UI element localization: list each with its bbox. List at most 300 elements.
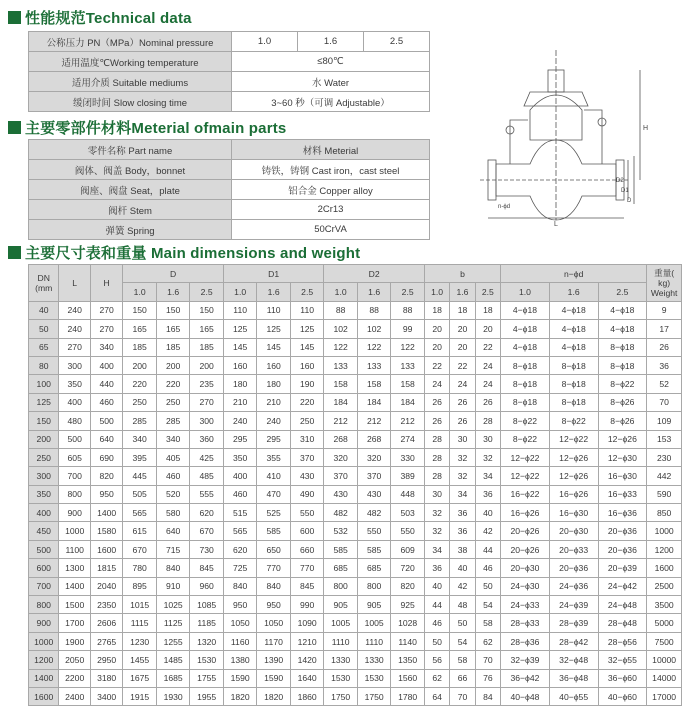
table-cell: 10000	[647, 651, 682, 669]
table-cell: 700	[29, 577, 59, 595]
materials-table	[28, 139, 430, 240]
table-cell: 370	[324, 467, 358, 485]
table-cell: 26	[424, 412, 449, 430]
table-cell: 8−ϕ22	[549, 412, 598, 430]
table-cell: 12−ϕ22	[501, 467, 550, 485]
table-cell: 850	[647, 504, 682, 522]
table-cell: 52	[647, 375, 682, 393]
table-cell: 235	[190, 375, 224, 393]
col-h-header: H	[90, 265, 122, 302]
table-cell: 210	[223, 393, 257, 411]
table-cell: 250	[290, 412, 324, 430]
table-cell: 310	[290, 430, 324, 448]
table-cell: 12−ϕ26	[549, 448, 598, 466]
col-dn-header: DN (mm	[29, 265, 59, 302]
table-cell: 56	[424, 651, 449, 669]
table-cell: 300	[190, 412, 224, 430]
col-d2-header: D2	[324, 265, 425, 283]
table-cell: 3~60 秒（可调 Adjustable）	[232, 92, 430, 112]
table-cell: 2606	[90, 614, 122, 632]
table-cell: 240	[59, 301, 90, 319]
table-cell: 640	[156, 522, 190, 540]
table-cell: 184	[324, 393, 358, 411]
table-cell: 370	[290, 448, 324, 466]
table-cell: 22	[475, 338, 500, 356]
table-cell: 1230	[123, 632, 157, 650]
table-cell: 620	[190, 504, 224, 522]
table-cell: 24	[450, 375, 475, 393]
table-cell: 40	[29, 301, 59, 319]
table-cell: 1390	[257, 651, 291, 669]
table-cell: 48	[450, 596, 475, 614]
table-cell: 660	[290, 540, 324, 558]
table-cell: 1750	[357, 687, 391, 705]
table-cell: 990	[290, 596, 324, 614]
table-cell: 88	[391, 301, 425, 319]
table-cell: 470	[257, 485, 291, 503]
table-cell: 685	[324, 559, 358, 577]
table-cell: 16−ϕ22	[501, 485, 550, 503]
table-cell: 42	[475, 522, 500, 540]
table-cell: 28−ϕ42	[549, 632, 598, 650]
table-cell: 153	[647, 430, 682, 448]
table-cell: 4−ϕ18	[501, 301, 550, 319]
table-cell: 1640	[290, 669, 324, 687]
table-cell: 24	[424, 375, 449, 393]
table-cell: 16−ϕ26	[549, 485, 598, 503]
table-header-row	[29, 283, 682, 301]
table-cell: 720	[391, 559, 425, 577]
table-cell: 515	[223, 504, 257, 522]
table-cell: 2.5	[364, 32, 430, 52]
table-cell: 30	[475, 430, 500, 448]
table-cell: 8−ϕ26	[598, 412, 647, 430]
table-cell: 36	[450, 522, 475, 540]
table-cell: 8−ϕ26	[598, 393, 647, 411]
table-cell: 1110	[357, 632, 391, 650]
table-cell: 弹簧 Spring	[29, 220, 232, 240]
table-row	[29, 338, 682, 356]
table-cell: 70	[475, 651, 500, 669]
table-cell: 670	[123, 540, 157, 558]
table-cell: 1815	[90, 559, 122, 577]
table-cell: 1915	[123, 687, 157, 705]
table-cell: 1125	[156, 614, 190, 632]
table-cell: 26	[424, 393, 449, 411]
table-cell: 54	[450, 632, 475, 650]
table-cell: 1005	[324, 614, 358, 632]
table-cell: 565	[123, 504, 157, 522]
pn-subheader: 2.5	[190, 283, 224, 301]
table-cell: 24−ϕ42	[598, 577, 647, 595]
table-cell: 395	[123, 448, 157, 466]
table-cell: 845	[190, 559, 224, 577]
table-cell: 400	[90, 356, 122, 374]
table-cell: 32	[450, 448, 475, 466]
table-cell: 70	[647, 393, 682, 411]
table-cell: 54	[475, 596, 500, 614]
table-cell: 910	[156, 577, 190, 595]
table-cell: 34	[424, 540, 449, 558]
table-cell: 18	[424, 301, 449, 319]
table-cell: 16−ϕ33	[598, 485, 647, 503]
table-cell: 99	[391, 320, 425, 338]
table-cell: 460	[156, 467, 190, 485]
table-cell: 1600	[647, 559, 682, 577]
table-cell: 4−ϕ18	[549, 301, 598, 319]
table-cell: 1560	[391, 669, 425, 687]
table-cell: 14000	[647, 669, 682, 687]
table-cell: 590	[647, 485, 682, 503]
table-cell: 1050	[257, 614, 291, 632]
table-cell: 620	[223, 540, 257, 558]
table-cell: 145	[290, 338, 324, 356]
table-cell: 3400	[90, 687, 122, 705]
table-cell: 缓闭时间 Slow closing time	[29, 92, 232, 112]
table-cell: 150	[190, 301, 224, 319]
table-cell: 230	[647, 448, 682, 466]
table-cell: 690	[90, 448, 122, 466]
table-cell: 8−ϕ18	[598, 356, 647, 374]
table-cell: 3500	[647, 596, 682, 614]
table-cell: 8−ϕ18	[598, 338, 647, 356]
table-cell: 133	[391, 356, 425, 374]
table-cell: 64	[424, 687, 449, 705]
table-cell: 503	[391, 504, 425, 522]
table-cell: 165	[156, 320, 190, 338]
table-cell: 28−ϕ48	[598, 614, 647, 632]
table-cell: 350	[223, 448, 257, 466]
table-cell: 44	[475, 540, 500, 558]
table-row	[29, 596, 682, 614]
table-cell: 125	[290, 320, 324, 338]
table-cell: 125	[29, 393, 59, 411]
col-nd-header: n−ϕd	[501, 265, 647, 283]
table-cell: 122	[391, 338, 425, 356]
table-cell: 555	[190, 485, 224, 503]
table-cell: 102	[357, 320, 391, 338]
table-cell: 160	[290, 356, 324, 374]
table-cell: 1755	[190, 669, 224, 687]
table-cell: 40	[475, 504, 500, 522]
table-cell: 1185	[190, 614, 224, 632]
table-cell: 200	[156, 356, 190, 374]
table-row	[29, 448, 682, 466]
table-cell: 铸铁，铸钢 Cast iron，cast steel	[232, 160, 430, 180]
table-cell: 200	[190, 356, 224, 374]
table-cell: 24	[475, 356, 500, 374]
table-cell: 350	[59, 375, 90, 393]
pn-subheader: 1.0	[223, 283, 257, 301]
table-cell: 270	[59, 338, 90, 356]
table-cell: 阀座、阀盘 Seat，plate	[29, 180, 232, 200]
pn-subheader: 1.6	[156, 283, 190, 301]
table-row	[29, 140, 430, 160]
table-cell: 430	[290, 467, 324, 485]
table-cell: 145	[257, 338, 291, 356]
table-cell: 28	[424, 430, 449, 448]
dimensions-heading	[8, 242, 360, 263]
table-cell: 400	[59, 393, 90, 411]
table-cell: 490	[290, 485, 324, 503]
table-cell: 28	[424, 467, 449, 485]
table-cell: 1700	[59, 614, 90, 632]
dimensions-table	[28, 264, 682, 706]
table-cell: 122	[357, 338, 391, 356]
table-cell: 285	[123, 412, 157, 430]
table-cell: 100	[29, 375, 59, 393]
table-cell: 185	[190, 338, 224, 356]
table-cell: 300	[29, 467, 59, 485]
table-row	[29, 160, 430, 180]
table-cell: 1000	[29, 632, 59, 650]
col-weight-header: 重量( kg) Weight	[647, 265, 682, 302]
table-cell: 1955	[190, 687, 224, 705]
table-row	[29, 504, 682, 522]
table-cell: 40−ϕ55	[549, 687, 598, 705]
table-cell: 12−ϕ30	[598, 448, 647, 466]
table-cell: 28−ϕ36	[501, 632, 550, 650]
table-cell: 445	[123, 467, 157, 485]
table-cell: 800	[324, 577, 358, 595]
table-cell: 1420	[290, 651, 324, 669]
col-b-header: b	[424, 265, 500, 283]
table-cell: 110	[290, 301, 324, 319]
table-cell: 44	[424, 596, 449, 614]
table-cell: 268	[324, 430, 358, 448]
table-cell: 133	[357, 356, 391, 374]
table-cell: 270	[190, 393, 224, 411]
table-cell: 28	[424, 448, 449, 466]
table-row	[29, 687, 682, 705]
table-cell: 800	[29, 596, 59, 614]
table-cell: 200	[123, 356, 157, 374]
pn-subheader: 1.0	[424, 283, 449, 301]
table-cell: 110	[257, 301, 291, 319]
table-cell: 340	[90, 338, 122, 356]
table-cell: 1675	[123, 669, 157, 687]
table-cell: 640	[90, 430, 122, 448]
table-cell: 650	[257, 540, 291, 558]
table-cell: 1300	[59, 559, 90, 577]
table-cell: 20	[424, 338, 449, 356]
table-cell: 425	[190, 448, 224, 466]
table-cell: 12−ϕ26	[549, 467, 598, 485]
table-cell: 525	[257, 504, 291, 522]
table-cell: 84	[475, 687, 500, 705]
table-cell: 8−ϕ18	[549, 356, 598, 374]
table-cell: 180	[257, 375, 291, 393]
table-cell: 950	[90, 485, 122, 503]
table-cell: 185	[156, 338, 190, 356]
pn-subheader: 2.5	[598, 283, 647, 301]
table-cell: 8−ϕ22	[598, 375, 647, 393]
table-cell: 适用温度℃Working temperature	[29, 52, 232, 72]
table-row	[29, 356, 682, 374]
table-cell: 1115	[123, 614, 157, 632]
table-cell: 12−ϕ22	[549, 430, 598, 448]
table-cell: 1160	[223, 632, 257, 650]
table-cell: 370	[357, 467, 391, 485]
green-square-icon	[8, 246, 21, 259]
table-row	[29, 577, 682, 595]
table-cell: 1090	[290, 614, 324, 632]
table-cell: ≤80℃	[232, 52, 430, 72]
table-cell: 1085	[190, 596, 224, 614]
table-cell: 460	[223, 485, 257, 503]
table-cell: 240	[257, 412, 291, 430]
col-l-header: L	[59, 265, 90, 302]
table-cell: 200	[29, 430, 59, 448]
table-cell: 285	[156, 412, 190, 430]
table-cell: 36	[647, 356, 682, 374]
table-cell: 50	[475, 577, 500, 595]
table-cell: 1320	[190, 632, 224, 650]
table-row	[29, 32, 430, 52]
table-row	[29, 522, 682, 540]
green-square-icon	[8, 11, 21, 24]
table-cell: 585	[257, 522, 291, 540]
pn-subheader: 2.5	[391, 283, 425, 301]
table-cell: 210	[257, 393, 291, 411]
table-cell: 212	[357, 412, 391, 430]
table-cell: 28−ϕ56	[598, 632, 647, 650]
table-row	[29, 301, 682, 319]
table-cell: 550	[290, 504, 324, 522]
table-cell: 65	[29, 338, 59, 356]
table-cell: 4−ϕ18	[598, 301, 647, 319]
table-cell: 24	[475, 375, 500, 393]
table-cell: 532	[324, 522, 358, 540]
dimensions-title: 主要尺寸表和重量 Main dimensions and weight	[25, 245, 361, 262]
dimension-h-label: H	[643, 125, 649, 132]
table-cell: 158	[324, 375, 358, 393]
table-cell: 360	[190, 430, 224, 448]
table-cell: 190	[290, 375, 324, 393]
table-row	[29, 651, 682, 669]
table-cell: 905	[357, 596, 391, 614]
table-cell: 18	[475, 301, 500, 319]
table-cell: 184	[391, 393, 425, 411]
table-cell: 125	[257, 320, 291, 338]
table-cell: 220	[156, 375, 190, 393]
table-cell: 925	[391, 596, 425, 614]
materials-heading	[8, 117, 286, 138]
table-cell: 24−ϕ33	[501, 596, 550, 614]
table-cell: 4−ϕ18	[549, 320, 598, 338]
table-cell: 24−ϕ39	[549, 596, 598, 614]
technical-data-title: 性能规范Technical data	[25, 10, 192, 27]
table-cell: 20	[424, 320, 449, 338]
table-cell: 12−ϕ26	[598, 430, 647, 448]
table-cell: 482	[357, 504, 391, 522]
dimension-l-label: L	[554, 221, 558, 228]
table-cell: 2500	[647, 577, 682, 595]
table-cell: 905	[324, 596, 358, 614]
table-cell: 220	[123, 375, 157, 393]
table-cell: 1330	[324, 651, 358, 669]
pn-subheader: 1.6	[357, 283, 391, 301]
table-cell: 50	[29, 320, 59, 338]
table-cell: 38	[450, 540, 475, 558]
table-cell: 109	[647, 412, 682, 430]
table-cell: 8−ϕ18	[501, 356, 550, 374]
table-cell: 220	[290, 393, 324, 411]
table-cell: 17	[647, 320, 682, 338]
table-cell: 355	[257, 448, 291, 466]
table-cell: 102	[324, 320, 358, 338]
table-row	[29, 559, 682, 577]
table-cell: 20	[450, 338, 475, 356]
table-cell: 500	[90, 412, 122, 430]
table-cell: 165	[190, 320, 224, 338]
table-cell: 430	[357, 485, 391, 503]
table-cell: 480	[59, 412, 90, 430]
table-cell: 1930	[156, 687, 190, 705]
table-cell: 20−ϕ30	[549, 522, 598, 540]
table-cell: 160	[223, 356, 257, 374]
table-cell: 1820	[257, 687, 291, 705]
table-cell: 26	[450, 393, 475, 411]
table-cell: 1330	[357, 651, 391, 669]
table-cell: 28−ϕ33	[501, 614, 550, 632]
table-cell: 725	[223, 559, 257, 577]
stem-housing-shape	[548, 70, 564, 92]
table-cell: 505	[123, 485, 157, 503]
table-cell: 32	[424, 504, 449, 522]
table-row	[29, 220, 430, 240]
table-cell: 158	[391, 375, 425, 393]
table-cell: 88	[357, 301, 391, 319]
table-cell: 58	[450, 651, 475, 669]
table-cell: 阀体、阀盖 Body，bonnet	[29, 160, 232, 180]
table-cell: 565	[223, 522, 257, 540]
table-cell: 1200	[647, 540, 682, 558]
table-cell: 20−ϕ36	[598, 522, 647, 540]
table-cell: 185	[123, 338, 157, 356]
valve-drawing	[470, 40, 660, 230]
table-cell: 820	[90, 467, 122, 485]
table-cell: 17000	[647, 687, 682, 705]
table-cell: 1685	[156, 669, 190, 687]
table-cell: 1530	[357, 669, 391, 687]
table-cell: 250	[29, 448, 59, 466]
table-cell: 250	[123, 393, 157, 411]
table-cell: 2Cr13	[232, 200, 430, 220]
table-cell: 122	[324, 338, 358, 356]
green-square-icon	[8, 121, 21, 134]
table-cell: 300	[59, 356, 90, 374]
table-cell: 32	[475, 448, 500, 466]
table-cell: 58	[475, 614, 500, 632]
table-header-row	[29, 265, 682, 283]
table-cell: 770	[290, 559, 324, 577]
table-cell: 50	[450, 614, 475, 632]
table-cell: 440	[90, 375, 122, 393]
table-cell: 800	[357, 577, 391, 595]
table-cell: 900	[29, 614, 59, 632]
table-cell: 26	[647, 338, 682, 356]
table-cell: 7500	[647, 632, 682, 650]
pn-subheader: 1.0	[123, 283, 157, 301]
table-cell: 960	[190, 577, 224, 595]
table-cell: 1820	[223, 687, 257, 705]
pn-subheader: 1.6	[257, 283, 291, 301]
table-cell: 845	[290, 577, 324, 595]
table-cell: 1500	[59, 596, 90, 614]
table-cell: 1255	[156, 632, 190, 650]
table-cell: 212	[324, 412, 358, 430]
